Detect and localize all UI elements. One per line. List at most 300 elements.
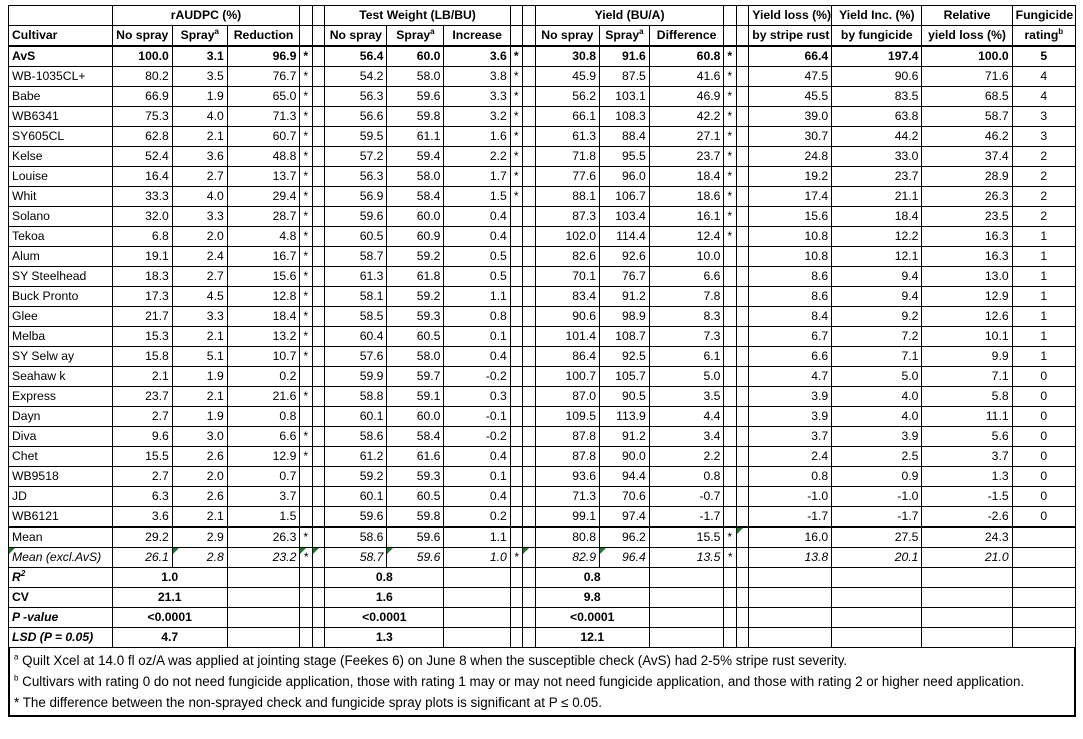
gap bbox=[523, 568, 535, 588]
cell-raudpc-no-spray: 6.3 bbox=[112, 487, 172, 507]
cell-fungicide-rating: 4 bbox=[1012, 87, 1075, 107]
table-body bbox=[9, 46, 1076, 568]
gap bbox=[523, 487, 535, 507]
cell-raudpc-spray: 3.5 bbox=[172, 67, 227, 87]
cell-tw-increase: -0.1 bbox=[444, 407, 510, 427]
empty-cell bbox=[444, 588, 510, 608]
cell-tw-no-spray: 56.3 bbox=[325, 167, 387, 187]
cell-yield-significance: * bbox=[724, 187, 736, 207]
cell-tw-spray: 59.6 bbox=[387, 548, 444, 568]
cell-yield-significance bbox=[724, 287, 736, 307]
empty-cell bbox=[649, 628, 724, 648]
cell-tw-no-spray: 58.7 bbox=[325, 247, 387, 267]
cell-yield-loss: 45.5 bbox=[749, 87, 832, 107]
cell-relative-loss: 7.1 bbox=[922, 367, 1012, 387]
cell-yield-spray: 114.4 bbox=[600, 227, 650, 247]
cell-yield-loss: 3.9 bbox=[749, 387, 832, 407]
cell-yield-significance bbox=[724, 367, 736, 387]
gap bbox=[736, 46, 748, 67]
cell-yield-loss: 13.8 bbox=[749, 548, 832, 568]
stat-raudpc: 21.1 bbox=[112, 588, 227, 608]
cell-relative-loss: 46.2 bbox=[922, 127, 1012, 147]
cell-tw-significance: * bbox=[510, 127, 522, 147]
cell-tw-increase: 0.8 bbox=[444, 307, 510, 327]
cell-yield-no-spray: 93.6 bbox=[535, 467, 599, 487]
cell-yield-no-spray: 30.8 bbox=[535, 46, 599, 67]
gap bbox=[736, 327, 748, 347]
cell-yield-loss: 6.6 bbox=[749, 347, 832, 367]
table-row bbox=[9, 267, 1076, 287]
cell-tw-spray: 61.1 bbox=[387, 127, 444, 147]
cell-fungicide-rating: 5 bbox=[1012, 46, 1075, 67]
cell-yield-significance: * bbox=[724, 227, 736, 247]
header-relative-sub: yield loss (%) bbox=[922, 26, 1012, 47]
cell-raudpc-significance: * bbox=[300, 167, 312, 187]
cell-raudpc-no-spray: 2.7 bbox=[112, 467, 172, 487]
empty-cell bbox=[300, 608, 312, 628]
gap bbox=[523, 187, 535, 207]
gap bbox=[312, 46, 324, 67]
cell-yield-spray: 103.1 bbox=[600, 87, 650, 107]
cell-yield-no-spray: 99.1 bbox=[535, 507, 599, 528]
table-row bbox=[9, 407, 1076, 427]
cell-raudpc-no-spray: 21.7 bbox=[112, 307, 172, 327]
empty-cell bbox=[832, 588, 922, 608]
cell-tw-significance bbox=[510, 487, 522, 507]
gap bbox=[300, 26, 312, 47]
stat-test-weight: 1.6 bbox=[325, 588, 444, 608]
cell-yield-significance: * bbox=[724, 46, 736, 67]
gap bbox=[523, 507, 535, 528]
cell-cultivar: Diva bbox=[9, 427, 113, 447]
empty-cell bbox=[300, 628, 312, 648]
header-test-weight: Test Weight (LB/BU) bbox=[325, 6, 511, 26]
cell-yield-inc: 2.5 bbox=[832, 447, 922, 467]
cell-tw-significance: * bbox=[510, 187, 522, 207]
cell-raudpc-reduction: 4.8 bbox=[227, 227, 300, 247]
cell-yield-loss: 8.4 bbox=[749, 307, 832, 327]
cell-yield-difference: 2.2 bbox=[649, 447, 724, 467]
cell-yield-difference: 6.6 bbox=[649, 267, 724, 287]
gap bbox=[736, 87, 748, 107]
header-tw-increase: Increase bbox=[444, 26, 510, 47]
header-cultivar: Cultivar bbox=[9, 26, 113, 47]
cell-yield-difference: 7.8 bbox=[649, 287, 724, 307]
cell-yield-no-spray: 87.0 bbox=[535, 387, 599, 407]
cell-raudpc-significance: * bbox=[300, 427, 312, 447]
cell-yield-loss: 3.9 bbox=[749, 407, 832, 427]
cell-raudpc-no-spray: 15.3 bbox=[112, 327, 172, 347]
cell-yield-no-spray: 80.8 bbox=[535, 527, 599, 548]
cell-tw-increase: 3.2 bbox=[444, 107, 510, 127]
cell-yield-loss: 3.7 bbox=[749, 427, 832, 447]
gap bbox=[523, 367, 535, 387]
cell-raudpc-no-spray: 26.1 bbox=[112, 548, 172, 568]
cell-relative-loss: 58.7 bbox=[922, 107, 1012, 127]
cell-tw-significance: * bbox=[510, 548, 522, 568]
cell-yield-significance: * bbox=[724, 147, 736, 167]
cell-raudpc-no-spray: 23.7 bbox=[112, 387, 172, 407]
cell-tw-no-spray: 56.9 bbox=[325, 187, 387, 207]
cell-yield-loss: 0.8 bbox=[749, 467, 832, 487]
cell-fungicide-rating: 0 bbox=[1012, 407, 1075, 427]
gap bbox=[312, 568, 324, 588]
cell-tw-significance bbox=[510, 287, 522, 307]
cell-raudpc-spray: 4.0 bbox=[172, 187, 227, 207]
gap bbox=[312, 387, 324, 407]
cell-raudpc-significance: * bbox=[300, 127, 312, 147]
gap bbox=[736, 507, 748, 528]
mean-excl-row bbox=[9, 548, 1076, 568]
cell-tw-significance bbox=[510, 467, 522, 487]
gap bbox=[736, 267, 748, 287]
cell-yield-significance: * bbox=[724, 207, 736, 227]
cell-cultivar: Seahaw k bbox=[9, 367, 113, 387]
cell-yield-spray: 70.6 bbox=[600, 487, 650, 507]
table-row bbox=[9, 107, 1076, 127]
cell-tw-spray: 59.8 bbox=[387, 507, 444, 528]
gap bbox=[736, 167, 748, 187]
cell-tw-increase: 2.2 bbox=[444, 147, 510, 167]
cell-tw-significance: * bbox=[510, 147, 522, 167]
cell-raudpc-no-spray: 33.3 bbox=[112, 187, 172, 207]
empty-cell bbox=[922, 608, 1012, 628]
cell-tw-no-spray: 60.5 bbox=[325, 227, 387, 247]
cell-relative-loss: 16.3 bbox=[922, 247, 1012, 267]
cell-raudpc-reduction: 13.2 bbox=[227, 327, 300, 347]
gap bbox=[510, 6, 522, 26]
cell-tw-significance bbox=[510, 307, 522, 327]
gap bbox=[312, 327, 324, 347]
cell-yield-loss: 47.5 bbox=[749, 67, 832, 87]
cell-yield-difference: 13.5 bbox=[649, 548, 724, 568]
cell-raudpc-reduction: 6.6 bbox=[227, 427, 300, 447]
stats-row bbox=[9, 568, 1076, 588]
cell-tw-no-spray: 60.1 bbox=[325, 487, 387, 507]
table-row bbox=[9, 287, 1076, 307]
cell-yield-loss: 19.2 bbox=[749, 167, 832, 187]
cell-raudpc-no-spray: 100.0 bbox=[112, 46, 172, 67]
cell-yield-loss: 2.4 bbox=[749, 447, 832, 467]
cell-tw-no-spray: 56.4 bbox=[325, 46, 387, 67]
cell-tw-significance bbox=[510, 427, 522, 447]
gap bbox=[736, 6, 748, 26]
cell-cultivar: SY605CL bbox=[9, 127, 113, 147]
gap bbox=[312, 307, 324, 327]
cell-raudpc-no-spray: 19.1 bbox=[112, 247, 172, 267]
cell-tw-no-spray: 58.7 bbox=[325, 548, 387, 568]
cell-raudpc-reduction: 15.6 bbox=[227, 267, 300, 287]
cell-raudpc-significance: * bbox=[300, 447, 312, 467]
cell-raudpc-reduction: 16.7 bbox=[227, 247, 300, 267]
cell-raudpc-spray: 2.1 bbox=[172, 387, 227, 407]
cell-yield-spray: 106.7 bbox=[600, 187, 650, 207]
cell-yield-inc: -1.7 bbox=[832, 507, 922, 528]
cell-relative-loss: 37.4 bbox=[922, 147, 1012, 167]
cell-raudpc-spray: 2.0 bbox=[172, 227, 227, 247]
cell-raudpc-significance: * bbox=[300, 187, 312, 207]
cell-yield-difference: 10.0 bbox=[649, 247, 724, 267]
cell-yield-no-spray: 56.2 bbox=[535, 87, 599, 107]
header-cultivar-top bbox=[9, 6, 113, 26]
cell-yield-spray: 95.5 bbox=[600, 147, 650, 167]
cell-tw-spray: 58.0 bbox=[387, 167, 444, 187]
gap bbox=[736, 67, 748, 87]
cell-raudpc-no-spray: 16.4 bbox=[112, 167, 172, 187]
header-raudpc-reduction: Reduction bbox=[227, 26, 300, 47]
cell-cultivar: AvS bbox=[9, 46, 113, 67]
cell-raudpc-no-spray: 52.4 bbox=[112, 147, 172, 167]
cell-raudpc-spray: 2.6 bbox=[172, 487, 227, 507]
cell-relative-loss: 100.0 bbox=[922, 46, 1012, 67]
cell-raudpc-spray: 1.9 bbox=[172, 367, 227, 387]
gap bbox=[523, 427, 535, 447]
cell-yield-difference: -1.7 bbox=[649, 507, 724, 528]
gap bbox=[523, 447, 535, 467]
cell-cultivar: Buck Pronto bbox=[9, 287, 113, 307]
cell-yield-difference: 16.1 bbox=[649, 207, 724, 227]
header-raudpc-no-spray: No spray bbox=[112, 26, 172, 47]
gap bbox=[523, 307, 535, 327]
cell-relative-loss: 13.0 bbox=[922, 267, 1012, 287]
cell-yield-no-spray: 71.3 bbox=[535, 487, 599, 507]
table-row bbox=[9, 167, 1076, 187]
empty-cell bbox=[749, 588, 832, 608]
stats-body bbox=[9, 568, 1076, 648]
cell-yield-difference: 5.0 bbox=[649, 367, 724, 387]
cell-raudpc-significance: * bbox=[300, 67, 312, 87]
cell-raudpc-significance bbox=[300, 367, 312, 387]
cell-raudpc-spray: 3.1 bbox=[172, 46, 227, 67]
header-fungicide: Fungicide bbox=[1012, 6, 1075, 26]
empty-cell bbox=[444, 568, 510, 588]
cell-yield-significance: * bbox=[724, 548, 736, 568]
cell-yield-no-spray: 82.6 bbox=[535, 247, 599, 267]
cell-yield-no-spray: 88.1 bbox=[535, 187, 599, 207]
cell-tw-spray: 60.5 bbox=[387, 327, 444, 347]
gap bbox=[736, 127, 748, 147]
cell-tw-no-spray: 57.2 bbox=[325, 147, 387, 167]
gap bbox=[523, 207, 535, 227]
cell-yield-significance bbox=[724, 247, 736, 267]
table-row bbox=[9, 327, 1076, 347]
cell-relative-loss: 26.3 bbox=[922, 187, 1012, 207]
cell-relative-loss: 68.5 bbox=[922, 87, 1012, 107]
gap bbox=[523, 87, 535, 107]
cell-yield-inc: -1.0 bbox=[832, 487, 922, 507]
gap bbox=[523, 127, 535, 147]
gap bbox=[312, 507, 324, 528]
cell-yield-difference: 12.4 bbox=[649, 227, 724, 247]
cell-tw-significance bbox=[510, 387, 522, 407]
cell-yield-no-spray: 83.4 bbox=[535, 287, 599, 307]
cell-raudpc-reduction: 1.5 bbox=[227, 507, 300, 528]
cell-yield-inc: 83.5 bbox=[832, 87, 922, 107]
cell-yield-significance bbox=[724, 487, 736, 507]
header-yield-no-spray: No spray bbox=[535, 26, 599, 47]
cell-fungicide-rating: 2 bbox=[1012, 207, 1075, 227]
cell-yield-difference: 0.8 bbox=[649, 467, 724, 487]
stat-raudpc: 1.0 bbox=[112, 568, 227, 588]
gap bbox=[736, 467, 748, 487]
cell-tw-increase: 3.3 bbox=[444, 87, 510, 107]
gap bbox=[312, 447, 324, 467]
cell-relative-loss: 24.3 bbox=[922, 527, 1012, 548]
cell-yield-inc: 23.7 bbox=[832, 167, 922, 187]
stat-label: LSD (P = 0.05) bbox=[9, 628, 113, 648]
cell-tw-no-spray: 58.6 bbox=[325, 427, 387, 447]
cell-yield-significance: * bbox=[724, 67, 736, 87]
empty-cell bbox=[922, 588, 1012, 608]
table-row bbox=[9, 467, 1076, 487]
cell-fungicide-rating: 1 bbox=[1012, 227, 1075, 247]
cell-tw-no-spray: 54.2 bbox=[325, 67, 387, 87]
cell-yield-difference: 23.7 bbox=[649, 147, 724, 167]
cell-yield-inc: 21.1 bbox=[832, 187, 922, 207]
cell-tw-spray: 60.5 bbox=[387, 487, 444, 507]
cell-relative-loss: 23.5 bbox=[922, 207, 1012, 227]
header-row-2 bbox=[9, 26, 1076, 47]
footnotes bbox=[8, 648, 1076, 717]
cell-tw-increase: 0.5 bbox=[444, 267, 510, 287]
empty-cell bbox=[832, 568, 922, 588]
cell-raudpc-significance bbox=[300, 487, 312, 507]
cell-tw-no-spray: 56.6 bbox=[325, 107, 387, 127]
cell-raudpc-no-spray: 2.1 bbox=[112, 367, 172, 387]
cell-yield-inc: 7.1 bbox=[832, 347, 922, 367]
cell-yield-no-spray: 45.9 bbox=[535, 67, 599, 87]
cell-tw-spray: 61.8 bbox=[387, 267, 444, 287]
empty-cell bbox=[444, 628, 510, 648]
header-relative: Relative bbox=[922, 6, 1012, 26]
cell-yield-significance bbox=[724, 447, 736, 467]
cell-tw-significance bbox=[510, 347, 522, 367]
cell-yield-loss: 6.7 bbox=[749, 327, 832, 347]
cell-tw-increase: 1.7 bbox=[444, 167, 510, 187]
cell-raudpc-significance: * bbox=[300, 227, 312, 247]
stat-raudpc: 4.7 bbox=[112, 628, 227, 648]
header-tw-no-spray: No spray bbox=[325, 26, 387, 47]
cell-relative-loss: 71.6 bbox=[922, 67, 1012, 87]
cell-yield-significance bbox=[724, 507, 736, 528]
header-tw-spray: Spray$^a$ bbox=[387, 26, 444, 47]
cell-raudpc-no-spray: 9.6 bbox=[112, 427, 172, 447]
table-row bbox=[9, 147, 1076, 167]
cell-tw-significance bbox=[510, 247, 522, 267]
gap bbox=[523, 26, 535, 47]
cell-yield-spray: 96.4 bbox=[600, 548, 650, 568]
cell-raudpc-reduction: 96.9 bbox=[227, 46, 300, 67]
cell-raudpc-no-spray: 3.6 bbox=[112, 507, 172, 528]
cell-cultivar: Louise bbox=[9, 167, 113, 187]
cell-yield-spray: 97.4 bbox=[600, 507, 650, 528]
gap bbox=[736, 548, 748, 568]
cell-raudpc-spray: 5.1 bbox=[172, 347, 227, 367]
cell-raudpc-significance bbox=[300, 507, 312, 528]
gap bbox=[736, 387, 748, 407]
cell-raudpc-significance: * bbox=[300, 527, 312, 548]
gap bbox=[736, 447, 748, 467]
empty-cell bbox=[724, 608, 736, 628]
cell-raudpc-spray: 1.9 bbox=[172, 87, 227, 107]
gap bbox=[736, 187, 748, 207]
table-row bbox=[9, 127, 1076, 147]
cell-relative-loss: -1.5 bbox=[922, 487, 1012, 507]
table-row bbox=[9, 227, 1076, 247]
cell-raudpc-no-spray: 66.9 bbox=[112, 87, 172, 107]
cell-fungicide-rating: 0 bbox=[1012, 467, 1075, 487]
cell-relative-loss: -2.6 bbox=[922, 507, 1012, 528]
cell-cultivar: Chet bbox=[9, 447, 113, 467]
cell-fungicide-rating: 1 bbox=[1012, 247, 1075, 267]
cell-tw-significance: * bbox=[510, 87, 522, 107]
cell-fungicide-rating: 1 bbox=[1012, 287, 1075, 307]
cell-tw-no-spray: 58.6 bbox=[325, 527, 387, 548]
table-row bbox=[9, 67, 1076, 87]
gap bbox=[312, 207, 324, 227]
gap bbox=[312, 427, 324, 447]
cell-raudpc-reduction: 12.8 bbox=[227, 287, 300, 307]
footnote-b: $^b$ Cultivars with rating 0 do not need fungicide application, those with rating 1 may or may not need fungicide application, and those with rating 2 or higher need application. bbox=[14, 673, 1025, 689]
cell-cultivar: Mean (excl.AvS) bbox=[9, 548, 113, 568]
gap bbox=[523, 67, 535, 87]
gap bbox=[312, 287, 324, 307]
cell-cultivar: Alum bbox=[9, 247, 113, 267]
cell-tw-spray: 60.0 bbox=[387, 407, 444, 427]
gap bbox=[312, 247, 324, 267]
cell-tw-spray: 58.0 bbox=[387, 347, 444, 367]
cell-yield-inc: 0.9 bbox=[832, 467, 922, 487]
header-yield: Yield (BU/A) bbox=[535, 6, 724, 26]
cell-yield-no-spray: 87.8 bbox=[535, 427, 599, 447]
cell-fungicide-rating: 1 bbox=[1012, 307, 1075, 327]
cell-fungicide-rating: 0 bbox=[1012, 367, 1075, 387]
cell-raudpc-significance: * bbox=[300, 87, 312, 107]
table-row bbox=[9, 46, 1076, 67]
cell-relative-loss: 12.9 bbox=[922, 287, 1012, 307]
cell-raudpc-spray: 2.9 bbox=[172, 527, 227, 548]
cell-cultivar: Mean bbox=[9, 527, 113, 548]
empty-cell bbox=[724, 568, 736, 588]
header-row-1 bbox=[9, 6, 1076, 26]
cell-raudpc-significance: * bbox=[300, 548, 312, 568]
cell-yield-inc: 18.4 bbox=[832, 207, 922, 227]
cell-raudpc-spray: 3.3 bbox=[172, 207, 227, 227]
cell-yield-no-spray: 87.8 bbox=[535, 447, 599, 467]
cell-yield-significance bbox=[724, 387, 736, 407]
empty-cell bbox=[922, 628, 1012, 648]
cell-tw-increase: 0.4 bbox=[444, 207, 510, 227]
cell-tw-significance: * bbox=[510, 107, 522, 127]
cell-raudpc-no-spray: 18.3 bbox=[112, 267, 172, 287]
gap bbox=[312, 347, 324, 367]
cell-raudpc-significance: * bbox=[300, 207, 312, 227]
gap bbox=[312, 87, 324, 107]
cell-relative-loss: 5.8 bbox=[922, 387, 1012, 407]
empty-cell bbox=[649, 568, 724, 588]
cell-tw-increase: -0.2 bbox=[444, 367, 510, 387]
empty-cell bbox=[1012, 628, 1075, 648]
cell-cultivar: SY Steelhead bbox=[9, 267, 113, 287]
gap bbox=[312, 588, 324, 608]
cell-raudpc-no-spray: 2.7 bbox=[112, 407, 172, 427]
cell-raudpc-no-spray: 62.8 bbox=[112, 127, 172, 147]
cell-yield-inc: 27.5 bbox=[832, 527, 922, 548]
cell-yield-spray: 108.3 bbox=[600, 107, 650, 127]
cell-raudpc-reduction: 48.8 bbox=[227, 147, 300, 167]
gap bbox=[312, 6, 324, 26]
cell-cultivar: WB6341 bbox=[9, 107, 113, 127]
